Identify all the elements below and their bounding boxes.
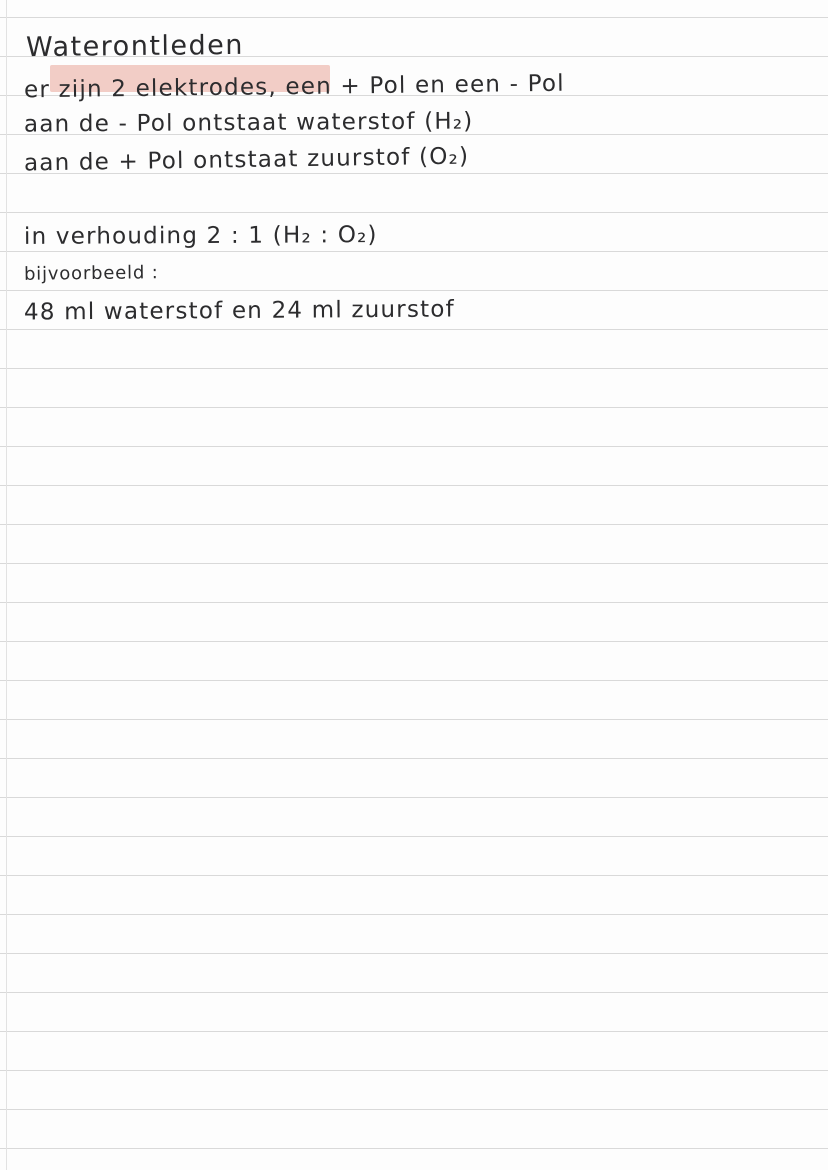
note-line-6: 48 ml waterstof en 24 ml zuurstof bbox=[23, 296, 455, 326]
note-line-1: er zijn 2 elektrodes, een + Pol en een - Pol bbox=[23, 70, 565, 104]
note-line-4: in verhouding 2 : 1 (H₂ : O₂) bbox=[23, 222, 378, 250]
note-line-5: bijvoorbeeld : bbox=[23, 262, 159, 285]
note-title-wrap bbox=[26, 31, 244, 62]
page-title: Waterontleden bbox=[25, 29, 245, 64]
note-line-3: aan de + Pol ontstaat zuurstof (O₂) bbox=[23, 143, 470, 177]
note-line-2: aan de - Pol ontstaat waterstof (H₂) bbox=[23, 108, 474, 138]
